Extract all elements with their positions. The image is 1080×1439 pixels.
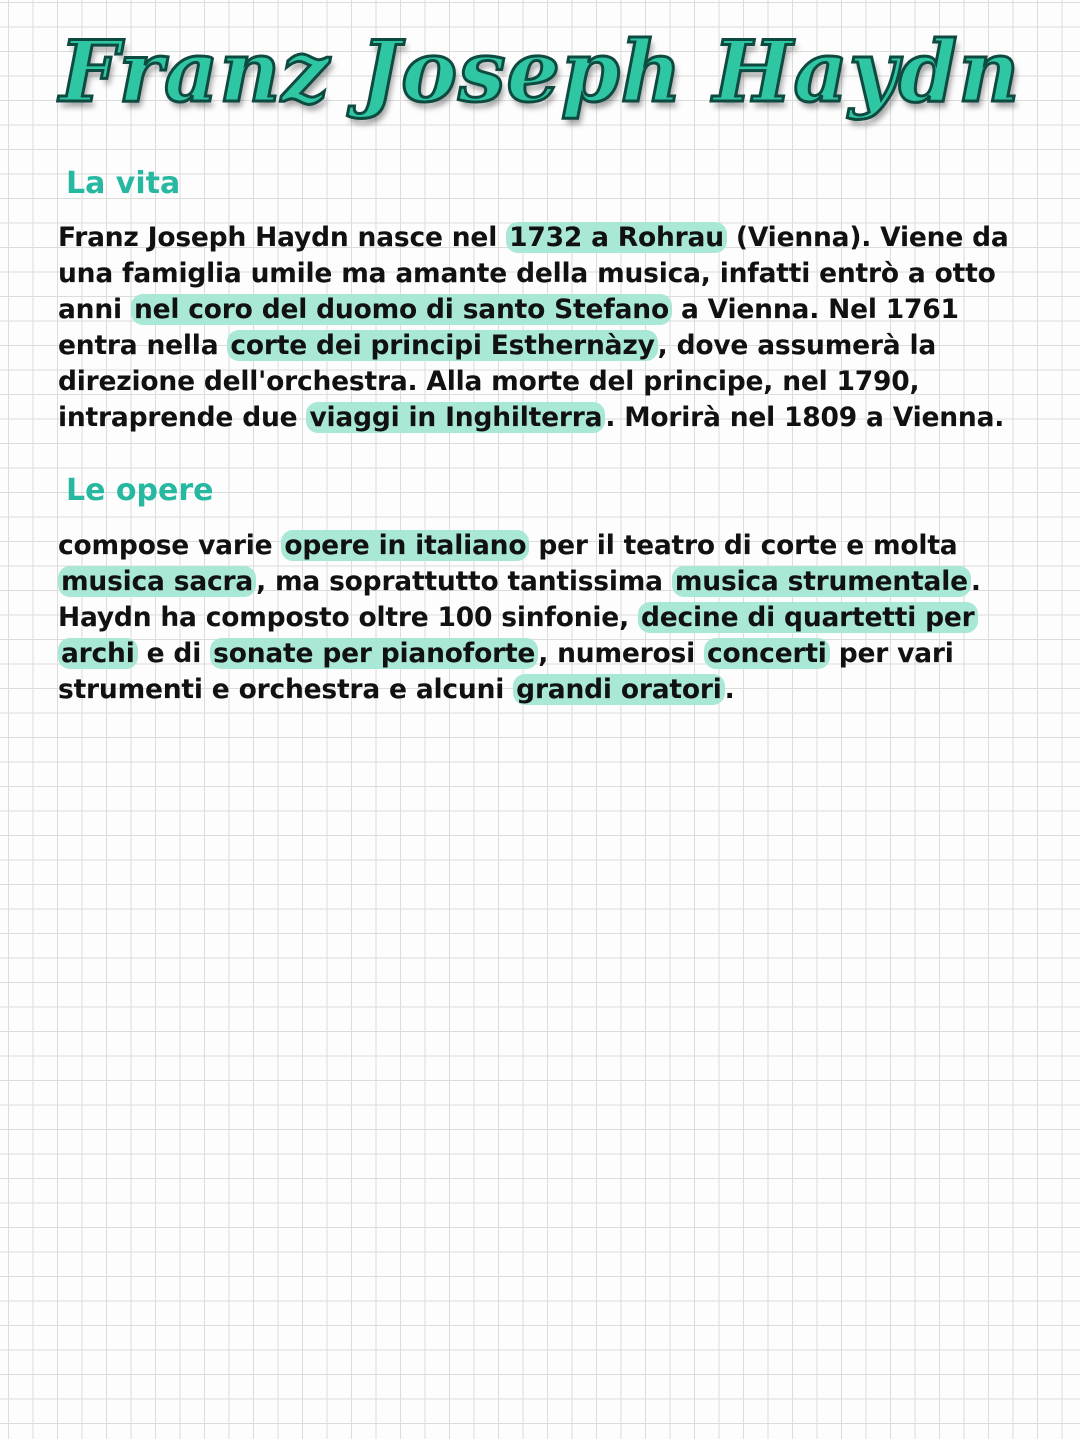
page-title: Franz Joseph Haydn	[59, 22, 1021, 121]
highlighted-text: musica sacra	[58, 566, 256, 597]
section-body-le-opere	[58, 528, 1033, 708]
highlighted-text: grandi oratori	[513, 674, 724, 705]
body-text: .	[724, 674, 735, 705]
body-text: Franz Joseph Haydn nasce nel	[58, 222, 507, 253]
body-text: . Morirà nel 1809 a Vienna.	[605, 402, 1005, 433]
body-text: per il teatro di corte e molta	[529, 530, 958, 561]
body-text: e di	[137, 638, 211, 669]
highlighted-text: musica strumentale	[672, 566, 971, 597]
highlighted-text: concerti	[704, 638, 830, 669]
highlighted-text: corte dei principi Esthernàzy	[227, 330, 657, 361]
highlighted-text: opere in italiano	[281, 530, 529, 561]
body-text: compose varie	[58, 530, 282, 561]
body-text: per vari strumenti e orchestra e alcuni	[58, 638, 954, 705]
body-text: . Haydn ha composto oltre 100 sinfonie,	[58, 566, 981, 633]
highlighted-text: viaggi in Inghilterra	[306, 402, 605, 433]
body-text: , ma soprattutto tantissima	[256, 566, 672, 597]
body-text: (Vienna). Viene da una famiglia umile ma amante della musica, infatti entrò a otto anni	[58, 222, 1009, 325]
highlighted-text: nel coro del duomo di santo Stefano	[131, 294, 672, 325]
section-body-la-vita	[58, 220, 1033, 436]
body-text: , numerosi	[538, 638, 704, 669]
highlighted-text: 1732 a Rohrau	[506, 222, 727, 253]
section-heading-le-opere: Le opere	[66, 473, 214, 508]
body-text: , dove assumerà la direzione dell'orchestra. Alla morte del principe, nel 1790, intraprende due	[58, 330, 937, 433]
body-text: a Vienna. Nel 1761 entra nella	[58, 294, 959, 361]
highlighted-text: sonate per pianoforte	[210, 638, 538, 669]
section-heading-la-vita: La vita	[66, 166, 181, 201]
highlighted-text: decine di quartetti per archi	[58, 602, 978, 669]
